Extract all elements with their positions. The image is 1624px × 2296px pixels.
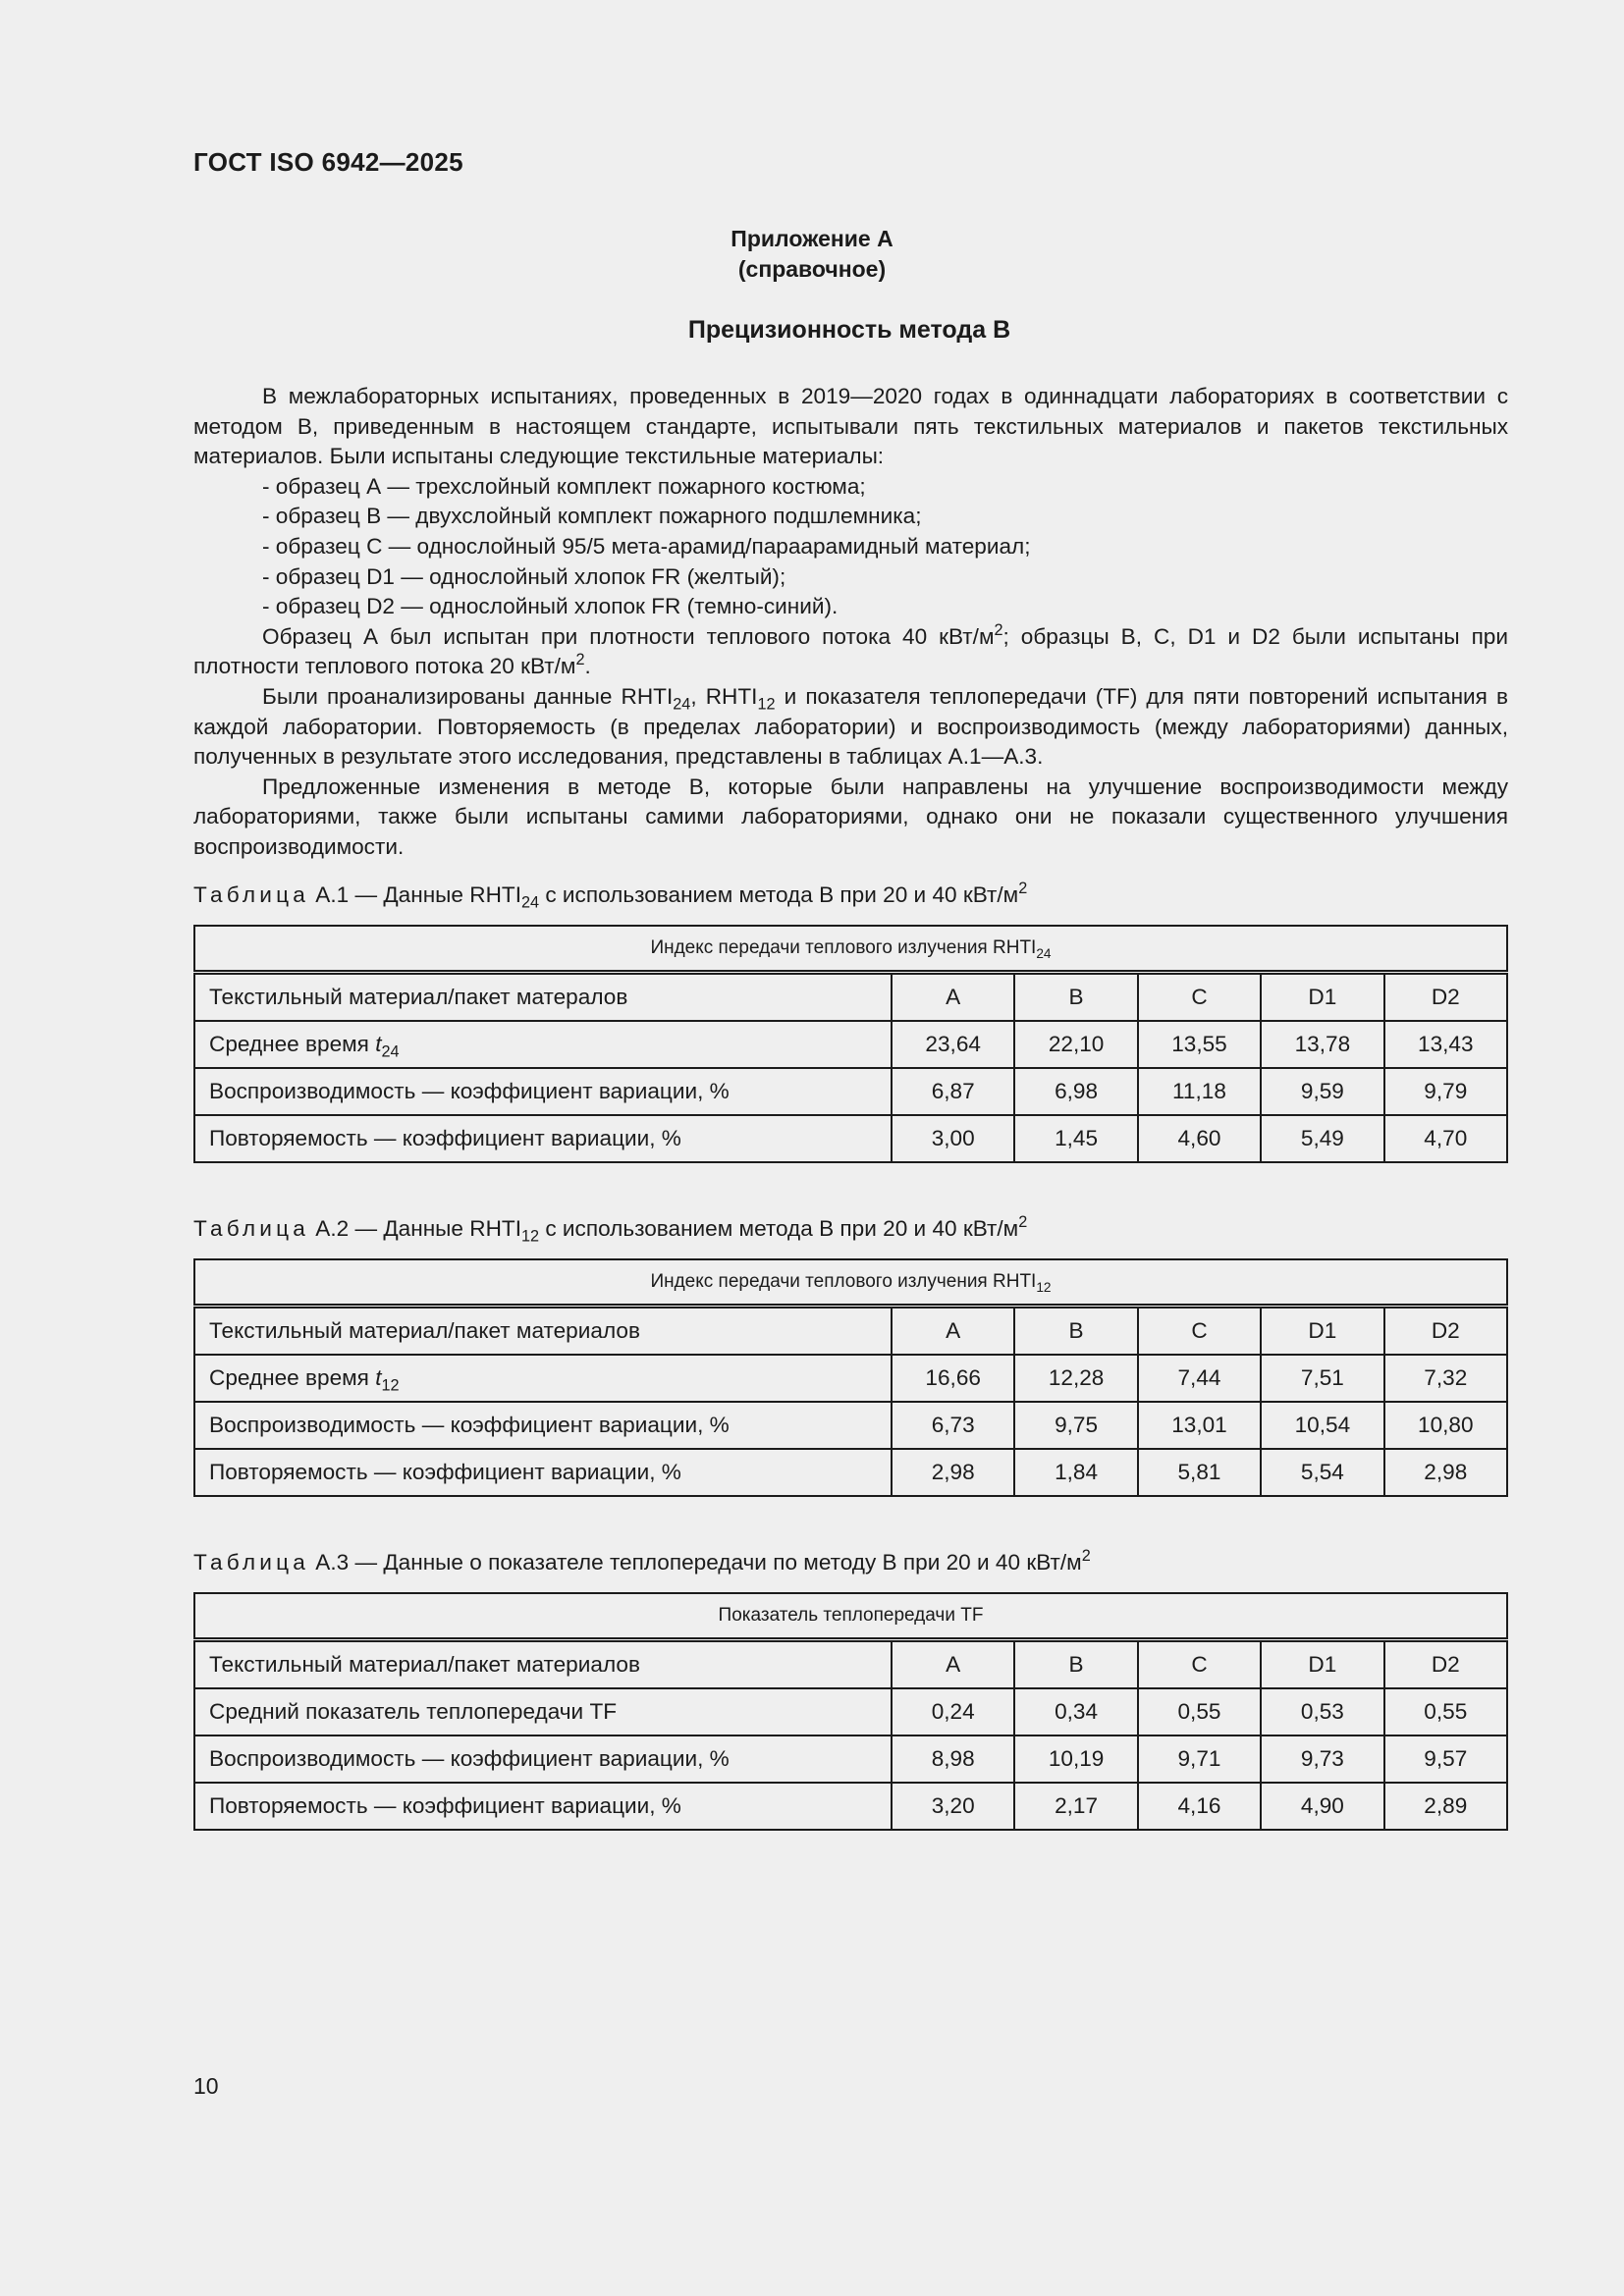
row-label: Воспроизводимость — коэффициент вариации, % [194, 1402, 892, 1449]
annex-title: Приложение А [731, 226, 893, 251]
table-header-row [194, 1593, 1507, 1640]
table-row [194, 1688, 1507, 1735]
table-row [194, 1355, 1507, 1402]
subscript: 12 [757, 695, 776, 714]
column-header: D1 [1261, 1640, 1383, 1689]
row-label: Текстильный материал/пакет материалов [194, 1640, 892, 1689]
table-cell: 23,64 [892, 1021, 1014, 1068]
caption-word: Таблица [193, 1216, 309, 1241]
caption-text: — Данные RHTI [349, 1216, 521, 1241]
table-caption [193, 880, 1028, 912]
table-cell: 9,73 [1261, 1735, 1383, 1783]
column-header: А [892, 1307, 1014, 1356]
table-cell: 9,57 [1384, 1735, 1507, 1783]
subscript: 12 [381, 1376, 400, 1395]
table-cell: 13,01 [1138, 1402, 1261, 1449]
column-header: А [892, 973, 1014, 1022]
row-label: Средний показатель теплопередачи TF [194, 1688, 892, 1735]
row-label [194, 1021, 892, 1068]
list-item: - образец С — однослойный 95/5 мета-арамид/параарамидный материал; [262, 533, 1031, 559]
subscript: 24 [381, 1042, 400, 1061]
table-cell: 4,60 [1138, 1115, 1261, 1162]
table-cell: 0,55 [1384, 1688, 1507, 1735]
subscript: 24 [673, 695, 691, 714]
caption-word: Таблица [193, 882, 309, 907]
table-caption [193, 1547, 1091, 1575]
table-cell: 7,51 [1261, 1355, 1383, 1402]
table-cell: 9,79 [1384, 1068, 1507, 1115]
data-table [193, 1258, 1508, 1497]
list-item: - образец D2 — однослойный хлопок FR (темно-синий). [262, 594, 839, 619]
table-cell: 0,55 [1138, 1688, 1261, 1735]
table-cell: 4,90 [1261, 1783, 1383, 1830]
table-row [194, 1640, 1507, 1689]
superscript: 2 [1081, 1547, 1091, 1566]
data-table [193, 1592, 1508, 1831]
table-cell: 10,19 [1014, 1735, 1137, 1783]
column-header: D2 [1384, 1307, 1507, 1356]
page-number: 10 [193, 2073, 219, 2099]
table-cell: 2,89 [1384, 1783, 1507, 1830]
caption-word: Таблица [193, 1550, 309, 1575]
caption-text: с использованием метода В при 20 и 40 кВт/м [539, 1216, 1019, 1241]
table-cell: 11,18 [1138, 1068, 1261, 1115]
table-row [194, 973, 1507, 1022]
text-run: Среднее время [209, 1365, 376, 1390]
table-row [194, 1783, 1507, 1830]
superscript: 2 [1018, 1213, 1028, 1232]
text-run: Были проанализированы данные RHTI [262, 683, 674, 709]
table-cell: 7,32 [1384, 1355, 1507, 1402]
caption-text: с использованием метода В при 20 и 40 кВт/м [539, 882, 1019, 907]
column-header: С [1138, 973, 1261, 1022]
annex-heading: Прецизионность метода В [687, 316, 1011, 344]
table-cell: 6,73 [892, 1402, 1014, 1449]
text-run: Образец А был испытан при плотности теплового потока 40 кВт/м [262, 623, 995, 649]
table-cell: 13,55 [1138, 1021, 1261, 1068]
table-cell: 6,87 [892, 1068, 1014, 1115]
table-index-title [194, 926, 1507, 973]
text-run: и показателя теплопередачи (TF) для пяти повторений испытания в каждой лаборатории. Повторяемость (в пределах лаборатории) и воспроизводимость (между лабораториями) данных, полученных в результате этого исследования, представлены в таблицах А.1—А.3. [193, 683, 1509, 770]
table-cell: 1,45 [1014, 1115, 1137, 1162]
table-cell: 7,44 [1138, 1355, 1261, 1402]
data-table [193, 925, 1508, 1163]
table-cell: 16,66 [892, 1355, 1014, 1402]
table-cell: 1,84 [1014, 1449, 1137, 1496]
caption-text: — Данные о показателе теплопередачи по методу В при 20 и 40 кВт/м [349, 1550, 1082, 1575]
text-run: ; образцы В, С, D1 и D2 были испытаны при плотности теплового потока 20 кВт/м [193, 623, 1508, 679]
document-code: ГОСТ ISO 6942—2025 [193, 147, 463, 177]
table-cell: 0,34 [1014, 1688, 1137, 1735]
caption-id: А.2 [315, 1216, 350, 1241]
row-label: Текстильный материал/пакет материалов [194, 1307, 892, 1356]
text-run: Индекс передачи теплового излучения RHTI [650, 1271, 1037, 1292]
column-header: В [1014, 1640, 1137, 1689]
variable-t: t [375, 1365, 382, 1390]
superscript: 2 [575, 651, 585, 669]
table-cell: 13,78 [1261, 1021, 1383, 1068]
paragraph-proposals: Предложенные изменения в методе В, которые были направлены на улучшение воспроизводимости между лабораториями, также были испытаны самими лабораториями, однако они не показали существенного улучшения воспроизводимости. [193, 774, 1508, 859]
table-row [194, 1307, 1507, 1356]
body-text [193, 382, 1508, 863]
caption-id: А.1 [315, 882, 350, 907]
text-run: , RHTI [690, 683, 758, 709]
paragraph-intro: В межлабораторных испытаниях, проведенных в 2019—2020 годах в одиннадцати лабораториях в соответствии с методом В, приведенным в настоящем стандарте, испытывали пять текстильных материалов и пакетов текстильных материалов. Были испытаны следующие текстильные материалы: [193, 384, 1508, 469]
table-cell: 4,70 [1384, 1115, 1507, 1162]
table-cell: 3,20 [892, 1783, 1014, 1830]
column-header: С [1138, 1307, 1261, 1356]
table-row [194, 1021, 1507, 1068]
table-cell: 9,75 [1014, 1402, 1137, 1449]
caption-id: А.3 [315, 1550, 350, 1575]
table-header-row [194, 1259, 1507, 1307]
paragraph-heat-flux [193, 622, 1508, 682]
table-cell: 10,80 [1384, 1402, 1507, 1449]
column-header: D1 [1261, 1307, 1383, 1356]
table-cell: 8,98 [892, 1735, 1014, 1783]
subscript: 12 [520, 1227, 540, 1246]
column-header: D2 [1384, 1640, 1507, 1689]
table-cell: 2,17 [1014, 1783, 1137, 1830]
column-header: D1 [1261, 973, 1383, 1022]
row-label: Воспроизводимость — коэффициент вариации, % [194, 1068, 892, 1115]
table-index-title: Показатель теплопередачи TF [194, 1593, 1507, 1640]
text-run: Индекс передачи теплового излучения RHTI [650, 937, 1037, 958]
table-index-title [194, 1259, 1507, 1307]
annex-header [0, 224, 1624, 285]
table-header-row [194, 926, 1507, 973]
row-label: Воспроизводимость — коэффициент вариации, % [194, 1735, 892, 1783]
superscript: 2 [1018, 880, 1028, 898]
row-label: Повторяемость — коэффициент вариации, % [194, 1783, 892, 1830]
row-label: Текстильный материал/пакет матералов [194, 973, 892, 1022]
table-cell: 5,81 [1138, 1449, 1261, 1496]
table-row [194, 1068, 1507, 1115]
annex-kind: (справочное) [737, 256, 887, 282]
subscript: 12 [1036, 1279, 1052, 1295]
table-cell: 5,49 [1261, 1115, 1383, 1162]
table-cell: 22,10 [1014, 1021, 1137, 1068]
table-cell: 6,98 [1014, 1068, 1137, 1115]
table-cell: 4,16 [1138, 1783, 1261, 1830]
table-row [194, 1402, 1507, 1449]
variable-t: t [375, 1032, 382, 1056]
column-header: В [1014, 973, 1137, 1022]
row-label [194, 1355, 892, 1402]
superscript: 2 [994, 620, 1003, 639]
table-row [194, 1735, 1507, 1783]
column-header: С [1138, 1640, 1261, 1689]
paragraph-analysis [193, 682, 1508, 773]
table-cell: 10,54 [1261, 1402, 1383, 1449]
text-run: Среднее время [209, 1032, 376, 1056]
table-cell: 3,00 [892, 1115, 1014, 1162]
table-cell: 2,98 [892, 1449, 1014, 1496]
column-header: В [1014, 1307, 1137, 1356]
table-caption [193, 1213, 1028, 1246]
list-item: - образец В — двухслойный комплект пожарного подшлемника; [262, 504, 922, 529]
table-cell: 0,24 [892, 1688, 1014, 1735]
table-cell: 13,43 [1384, 1021, 1507, 1068]
caption-text: — Данные RHTI [349, 882, 521, 907]
row-label: Повторяемость — коэффициент вариации, % [194, 1115, 892, 1162]
table-cell: 12,28 [1014, 1355, 1137, 1402]
table-cell: 9,59 [1261, 1068, 1383, 1115]
text-run: . [584, 654, 591, 679]
list-item: - образец А — трехслойный комплект пожарного костюма; [262, 473, 866, 499]
subscript: 24 [520, 893, 540, 912]
table-row [194, 1115, 1507, 1162]
row-label: Повторяемость — коэффициент вариации, % [194, 1449, 892, 1496]
table-row [194, 1449, 1507, 1496]
table-cell: 0,53 [1261, 1688, 1383, 1735]
subscript: 24 [1036, 945, 1052, 961]
table-cell: 2,98 [1384, 1449, 1507, 1496]
column-header: А [892, 1640, 1014, 1689]
list-item: - образец D1 — однослойный хлопок FR (желтый); [262, 563, 786, 589]
table-cell: 5,54 [1261, 1449, 1383, 1496]
table-cell: 9,71 [1138, 1735, 1261, 1783]
column-header: D2 [1384, 973, 1507, 1022]
